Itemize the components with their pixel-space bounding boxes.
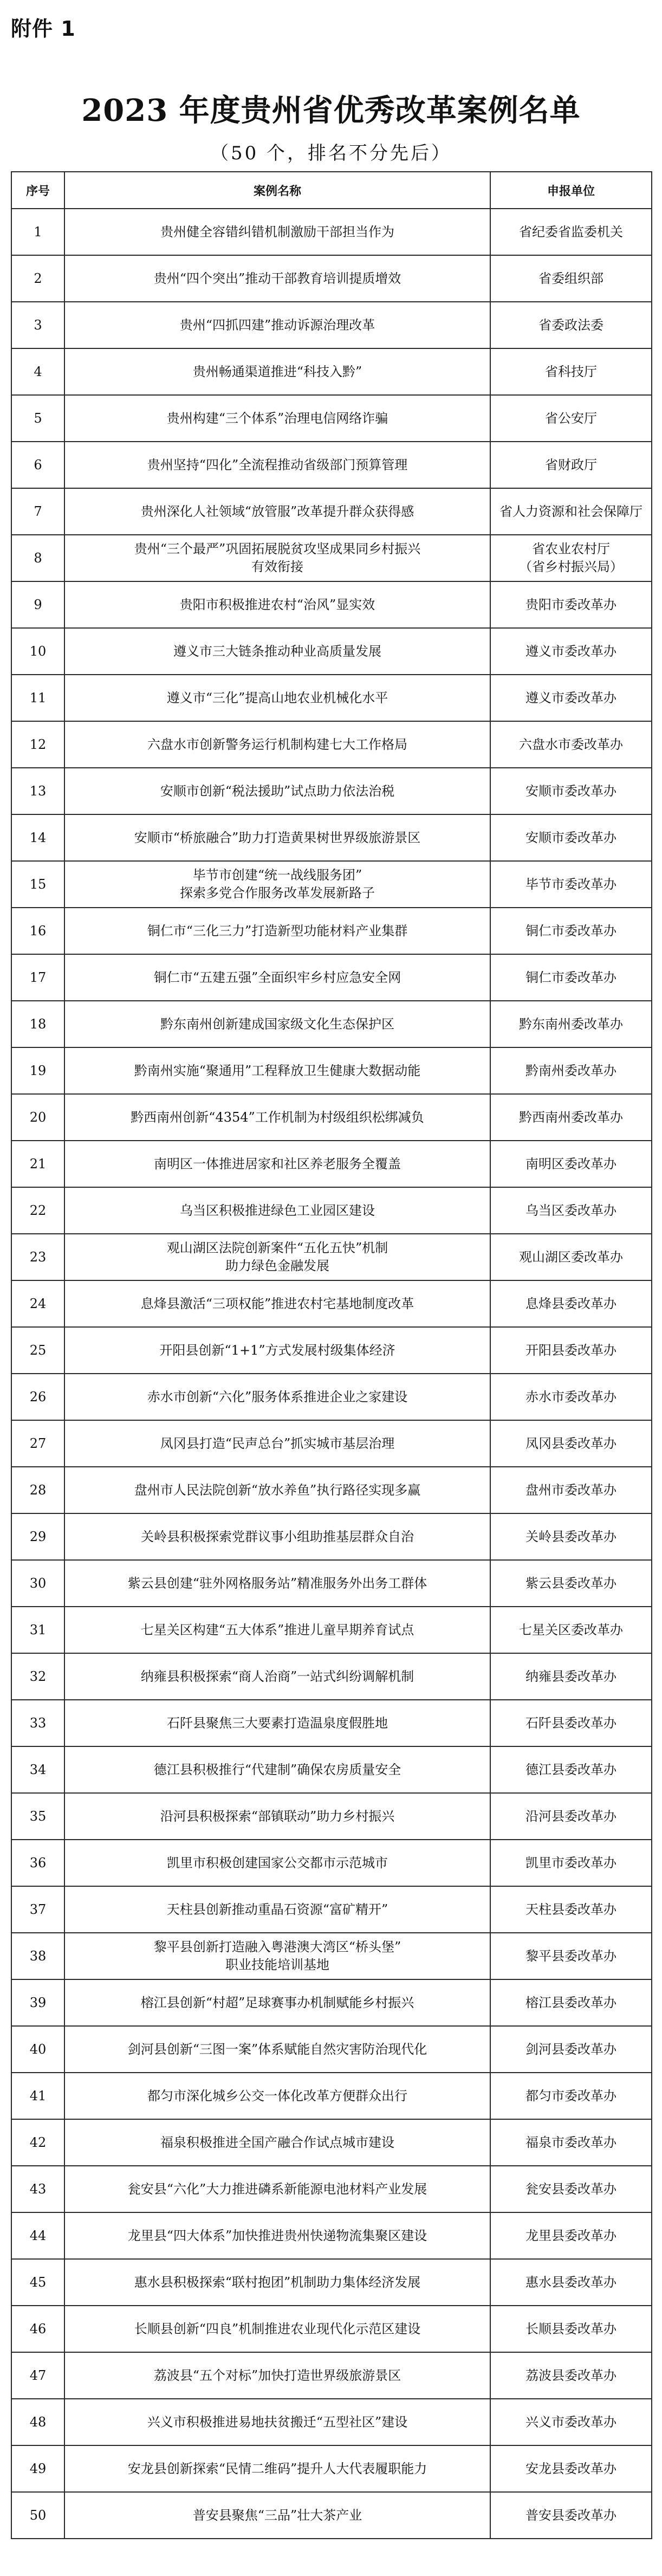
- case-name: 安顺市创新“税法援助”试点助力依法治税: [64, 768, 490, 814]
- reporting-unit: 观山湖区委改革办: [490, 1234, 652, 1280]
- reporting-unit: 开阳县委改革办: [490, 1327, 652, 1374]
- reporting-unit: 省财政厅: [490, 442, 652, 488]
- reporting-unit: 德江县委改革办: [490, 1746, 652, 1793]
- row-number: 14: [11, 814, 64, 861]
- table-row: [11, 628, 652, 675]
- table-row: [11, 1840, 652, 1886]
- row-number: 13: [11, 768, 64, 814]
- row-number: 31: [11, 1607, 64, 1653]
- case-name: 石阡县聚焦三大要素打造温泉度假胜地: [64, 1700, 490, 1746]
- row-number: 49: [11, 2445, 64, 2492]
- table-row: [11, 442, 652, 488]
- table-row: [11, 2212, 652, 2259]
- row-number: 10: [11, 628, 64, 675]
- table-row: [11, 2399, 652, 2445]
- table-row: [11, 1374, 652, 1420]
- reporting-unit: 安顺市委改革办: [490, 768, 652, 814]
- case-name: 贵州“四抓四建”推动诉源治理改革: [64, 302, 490, 348]
- column-header-case-name: 案例名称: [64, 172, 490, 209]
- case-name: 安龙县创新探索“民情二维码”提升人大代表履职能力: [64, 2445, 490, 2492]
- table-row: [11, 1700, 652, 1746]
- case-name: 盘州市人民法院创新“放水养鱼”执行路径实现多赢: [64, 1467, 490, 1513]
- case-name: 纳雍县积极探索“商人治商”一站式纠纷调解机制: [64, 1653, 490, 1700]
- reporting-unit: 省科技厅: [490, 348, 652, 395]
- row-number: 3: [11, 302, 64, 348]
- table-row: [11, 535, 652, 581]
- table-body: [11, 209, 652, 2539]
- row-number: 46: [11, 2306, 64, 2352]
- case-name: 贵州坚持“四化”全流程推动省级部门预算管理: [64, 442, 490, 488]
- table-row: [11, 1933, 652, 1979]
- reporting-unit: 贵阳市委改革办: [490, 581, 652, 628]
- case-name: 安顺市“桥旅融合”助力打造黄果树世界级旅游景区: [64, 814, 490, 861]
- case-name: 德江县积极推行“代建制”确保农房质量安全: [64, 1746, 490, 1793]
- case-name: 黔西南州创新“4354”工作机制为村级组织松绑减负: [64, 1094, 490, 1141]
- row-number: 22: [11, 1187, 64, 1234]
- table-row: [11, 1793, 652, 1840]
- case-name: 七星关区构建“五大体系”推进儿童早期养育试点: [64, 1607, 490, 1653]
- table-row: [11, 2166, 652, 2212]
- row-number: 26: [11, 1374, 64, 1420]
- table-row: [11, 395, 652, 442]
- case-name: 六盘水市创新警务运行机制构建七大工作格局: [64, 721, 490, 768]
- case-name: 黎平县创新打造融入粤港澳大湾区“桥头堡” 职业技能培训基地: [64, 1933, 490, 1979]
- table-row: [11, 488, 652, 535]
- table-row: [11, 1094, 652, 1141]
- reporting-unit: 遵义市委改革办: [490, 628, 652, 675]
- row-number: 45: [11, 2259, 64, 2306]
- document-subtitle: （50 个，排名不分先后）: [210, 143, 452, 164]
- table-row: [11, 1467, 652, 1513]
- reporting-unit: 瓮安县委改革办: [490, 2166, 652, 2212]
- reporting-unit: 黔东南州委改革办: [490, 1001, 652, 1047]
- reporting-unit: 遵义市委改革办: [490, 675, 652, 721]
- row-number: 43: [11, 2166, 64, 2212]
- table-row: [11, 2026, 652, 2073]
- table-row: [11, 209, 652, 255]
- table-row: [11, 1979, 652, 2026]
- reporting-unit: 盘州市委改革办: [490, 1467, 652, 1513]
- case-name: 福泉积极推进全国产融合作试点城市建设: [64, 2119, 490, 2166]
- row-number: 9: [11, 581, 64, 628]
- table-row: [11, 1141, 652, 1187]
- row-number: 4: [11, 348, 64, 395]
- row-number: 50: [11, 2492, 64, 2539]
- reporting-unit: 息烽县委改革办: [490, 1280, 652, 1327]
- case-name: 南明区一体推进居家和社区养老服务全覆盖: [64, 1141, 490, 1187]
- case-name: 贵州深化人社领域“放管服”改革提升群众获得感: [64, 488, 490, 535]
- row-number: 6: [11, 442, 64, 488]
- reporting-unit: 凯里市委改革办: [490, 1840, 652, 1886]
- case-name: 贵阳市积极推进农村“治风”显实效: [64, 581, 490, 628]
- reporting-unit: 七星关区委改革办: [490, 1607, 652, 1653]
- row-number: 17: [11, 954, 64, 1001]
- table-row: [11, 1653, 652, 1700]
- case-name: 普安县聚焦“三品”壮大茶产业: [64, 2492, 490, 2539]
- table-row: [11, 2445, 652, 2492]
- case-name: 贵州构建“三个体系”治理电信网络诈骗: [64, 395, 490, 442]
- row-number: 30: [11, 1560, 64, 1607]
- case-name: 凯里市积极创建国家公交都市示范城市: [64, 1840, 490, 1886]
- case-name: 遵义市三大链条推动种业高质量发展: [64, 628, 490, 675]
- table-row: [11, 861, 652, 908]
- reporting-unit: 黔南州委改革办: [490, 1047, 652, 1094]
- row-number: 2: [11, 255, 64, 302]
- case-name: 贵州“三个最严”巩固拓展脱贫攻坚成果同乡村振兴 有效衔接: [64, 535, 490, 581]
- table-row: [11, 2306, 652, 2352]
- case-name: 凤冈县打造“民声总台”抓实城市基层治理: [64, 1420, 490, 1467]
- row-number: 32: [11, 1653, 64, 1700]
- case-name: 毕节市创建“统一战线服务团” 探索多党合作服务改革发展新路子: [64, 861, 490, 908]
- row-number: 1: [11, 209, 64, 255]
- reporting-unit: 沿河县委改革办: [490, 1793, 652, 1840]
- reporting-unit: 凤冈县委改革办: [490, 1420, 652, 1467]
- row-number: 41: [11, 2073, 64, 2119]
- table-row: [11, 255, 652, 302]
- reporting-unit: 铜仁市委改革办: [490, 954, 652, 1001]
- row-number: 34: [11, 1746, 64, 1793]
- case-name: 榕江县创新“村超”足球赛事办机制赋能乡村振兴: [64, 1979, 490, 2026]
- row-number: 39: [11, 1979, 64, 2026]
- table-row: [11, 721, 652, 768]
- table-row: [11, 814, 652, 861]
- row-number: 33: [11, 1700, 64, 1746]
- table-row: [11, 2259, 652, 2306]
- case-name: 遵义市“三化”提高山地农业机械化水平: [64, 675, 490, 721]
- reporting-unit: 省委政法委: [490, 302, 652, 348]
- reporting-unit: 关岭县委改革办: [490, 1513, 652, 1560]
- row-number: 40: [11, 2026, 64, 2073]
- reporting-unit: 福泉市委改革办: [490, 2119, 652, 2166]
- table-row: [11, 2073, 652, 2119]
- table-header-row: [11, 172, 652, 209]
- case-name: 黔南州实施“聚通用”工程释放卫生健康大数据动能: [64, 1047, 490, 1094]
- reporting-unit: 榕江县委改革办: [490, 1979, 652, 2026]
- reporting-unit: 南明区委改革办: [490, 1141, 652, 1187]
- reporting-unit: 黔西南州委改革办: [490, 1094, 652, 1141]
- table-row: [11, 1420, 652, 1467]
- case-list-table: [11, 171, 652, 2539]
- row-number: 48: [11, 2399, 64, 2445]
- case-name: 贵州畅通渠道推进“科技入黔”: [64, 348, 490, 395]
- case-name: 惠水县积极探索“联村抱团”机制助力集体经济发展: [64, 2259, 490, 2306]
- reporting-unit: 天柱县委改革办: [490, 1886, 652, 1933]
- table-row: [11, 675, 652, 721]
- document-title: 2023 年度贵州省优秀改革案例名单: [81, 93, 581, 128]
- table-row: [11, 1327, 652, 1374]
- row-number: 12: [11, 721, 64, 768]
- row-number: 16: [11, 908, 64, 954]
- case-name: 铜仁市“五建五强”全面织牢乡村应急安全网: [64, 954, 490, 1001]
- reporting-unit: 赤水市委改革办: [490, 1374, 652, 1420]
- reporting-unit: 紫云县委改革办: [490, 1560, 652, 1607]
- case-name: 龙里县“四大体系”加快推进贵州快递物流集聚区建设: [64, 2212, 490, 2259]
- row-number: 28: [11, 1467, 64, 1513]
- table-row: [11, 2492, 652, 2539]
- row-number: 27: [11, 1420, 64, 1467]
- table-row: [11, 302, 652, 348]
- case-name: 黔东南州创新建成国家级文化生态保护区: [64, 1001, 490, 1047]
- reporting-unit: 铜仁市委改革办: [490, 908, 652, 954]
- reporting-unit: 普安县委改革办: [490, 2492, 652, 2539]
- row-number: 35: [11, 1793, 64, 1840]
- reporting-unit: 石阡县委改革办: [490, 1700, 652, 1746]
- reporting-unit: 毕节市委改革办: [490, 861, 652, 908]
- row-number: 42: [11, 2119, 64, 2166]
- case-name: 兴义市积极推进易地扶贫搬迁“五型社区”建设: [64, 2399, 490, 2445]
- reporting-unit: 荔波县委改革办: [490, 2352, 652, 2399]
- table-row: [11, 768, 652, 814]
- table-row: [11, 1047, 652, 1094]
- case-name: 都匀市深化城乡公交一体化改革方便群众出行: [64, 2073, 490, 2119]
- row-number: 21: [11, 1141, 64, 1187]
- case-name: 贵州“四个突出”推动干部教育培训提质增效: [64, 255, 490, 302]
- reporting-unit: 都匀市委改革办: [490, 2073, 652, 2119]
- reporting-unit: 纳雍县委改革办: [490, 1653, 652, 1700]
- case-name: 瓮安县“六化”大力推进磷系新能源电池材料产业发展: [64, 2166, 490, 2212]
- case-name: 观山湖区法院创新案件“五化五快”机制 助力绿色金融发展: [64, 1234, 490, 1280]
- row-number: 25: [11, 1327, 64, 1374]
- attachment-label: 附件 1: [11, 17, 76, 41]
- row-number: 47: [11, 2352, 64, 2399]
- row-number: 36: [11, 1840, 64, 1886]
- row-number: 8: [11, 535, 64, 581]
- reporting-unit: 省委组织部: [490, 255, 652, 302]
- case-name: 铜仁市“三化三力”打造新型功能材料产业集群: [64, 908, 490, 954]
- table-row: [11, 1886, 652, 1933]
- case-name: 贵州健全容错纠错机制激励干部担当作为: [64, 209, 490, 255]
- case-name: 沿河县积极探索“部镇联动”助力乡村振兴: [64, 1793, 490, 1840]
- reporting-unit: 省人力资源和社会保障厅: [490, 488, 652, 535]
- case-name: 息烽县激活“三项权能”推进农村宅基地制度改革: [64, 1280, 490, 1327]
- reporting-unit: 剑河县委改革办: [490, 2026, 652, 2073]
- table-row: [11, 954, 652, 1001]
- case-name: 长顺县创新“四良”机制推进农业现代化示范区建设: [64, 2306, 490, 2352]
- table-row: [11, 1001, 652, 1047]
- table-row: [11, 2352, 652, 2399]
- row-number: 5: [11, 395, 64, 442]
- reporting-unit: 乌当区委改革办: [490, 1187, 652, 1234]
- table-row: [11, 1607, 652, 1653]
- table-row: [11, 348, 652, 395]
- column-header-number: 序号: [11, 172, 64, 209]
- row-number: 15: [11, 861, 64, 908]
- table-row: [11, 1187, 652, 1234]
- reporting-unit: 长顺县委改革办: [490, 2306, 652, 2352]
- case-name: 开阳县创新“1+1”方式发展村级集体经济: [64, 1327, 490, 1374]
- reporting-unit: 黎平县委改革办: [490, 1933, 652, 1979]
- row-number: 20: [11, 1094, 64, 1141]
- row-number: 11: [11, 675, 64, 721]
- reporting-unit: 省农业农村厅 （省乡村振兴局）: [490, 535, 652, 581]
- case-name: 天柱县创新推动重晶石资源“富矿精开”: [64, 1886, 490, 1933]
- row-number: 44: [11, 2212, 64, 2259]
- row-number: 18: [11, 1001, 64, 1047]
- case-name: 赤水市创新“六化”服务体系推进企业之家建设: [64, 1374, 490, 1420]
- row-number: 29: [11, 1513, 64, 1560]
- row-number: 19: [11, 1047, 64, 1094]
- row-number: 38: [11, 1933, 64, 1979]
- reporting-unit: 安顺市委改革办: [490, 814, 652, 861]
- row-number: 24: [11, 1280, 64, 1327]
- table-row: [11, 581, 652, 628]
- table-row: [11, 908, 652, 954]
- table-row: [11, 1513, 652, 1560]
- reporting-unit: 省公安厅: [490, 395, 652, 442]
- table-row: [11, 1560, 652, 1607]
- table-row: [11, 1234, 652, 1280]
- case-name: 剑河县创新“三图一案”体系赋能自然灾害防治现代化: [64, 2026, 490, 2073]
- case-name: 荔波县“五个对标”加快打造世界级旅游景区: [64, 2352, 490, 2399]
- table-row: [11, 2119, 652, 2166]
- row-number: 7: [11, 488, 64, 535]
- table-row: [11, 1280, 652, 1327]
- row-number: 23: [11, 1234, 64, 1280]
- reporting-unit: 六盘水市委改革办: [490, 721, 652, 768]
- case-name: 关岭县积极探索党群议事小组助推基层群众自治: [64, 1513, 490, 1560]
- row-number: 37: [11, 1886, 64, 1933]
- case-name: 紫云县创建“驻外网格服务站”精准服务外出务工群体: [64, 1560, 490, 1607]
- case-name: 乌当区积极推进绿色工业园区建设: [64, 1187, 490, 1234]
- reporting-unit: 兴义市委改革办: [490, 2399, 652, 2445]
- column-header-unit: 申报单位: [490, 172, 652, 209]
- reporting-unit: 省纪委省监委机关: [490, 209, 652, 255]
- reporting-unit: 龙里县委改革办: [490, 2212, 652, 2259]
- reporting-unit: 惠水县委改革办: [490, 2259, 652, 2306]
- reporting-unit: 安龙县委改革办: [490, 2445, 652, 2492]
- table-row: [11, 1746, 652, 1793]
